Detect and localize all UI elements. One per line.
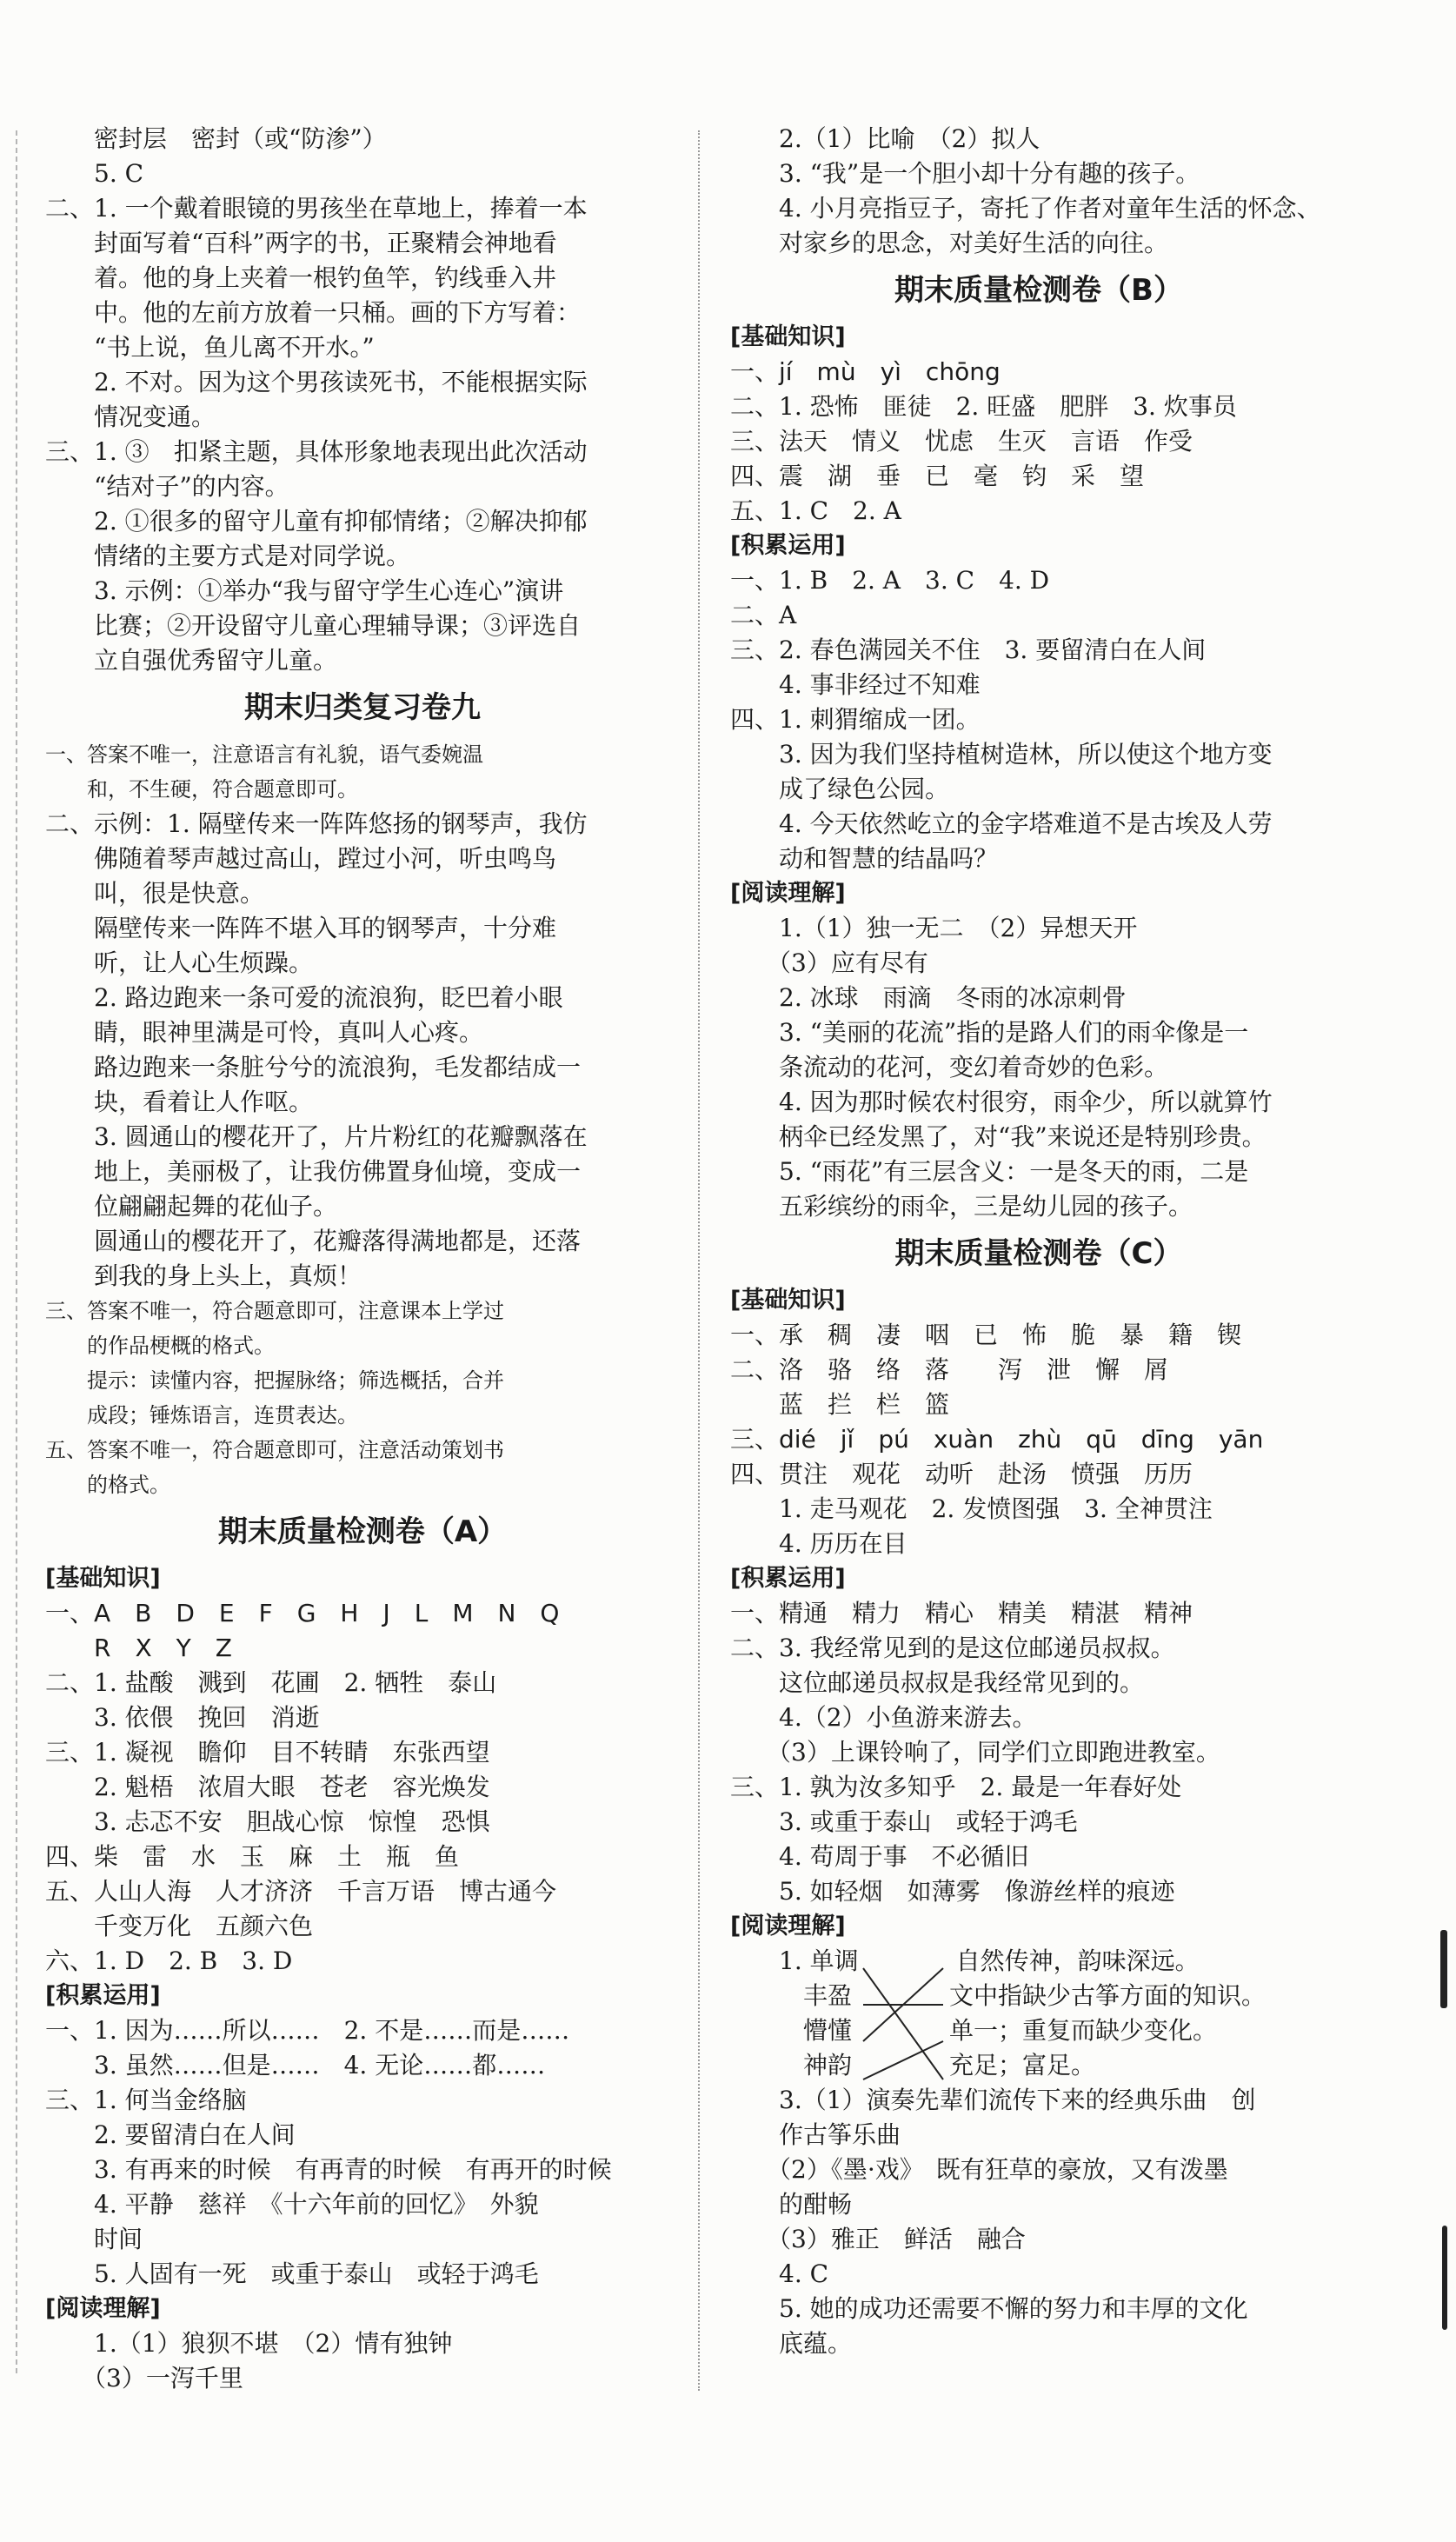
answer-line: 一、1. 因为……所以…… 2. 不是……而是…… <box>45 2016 570 2045</box>
answer-line: 二、1. 盐酸 溅到 花圃 2. 牺牲 泰山 <box>45 1668 497 1697</box>
answer-line: 丰盈 文中指缺少古筝方面的知识。 <box>730 1981 1267 2010</box>
answer-line: 情况变通。 <box>45 403 216 431</box>
section-title: 期末质量检测卷（A） <box>217 1514 508 1549</box>
answer-line: 听，让人心生烦躁。 <box>45 948 314 977</box>
subsection-header: [阅读理解] <box>730 880 846 907</box>
answer-line: 到我的身上头上，真烦！ <box>45 1261 362 1290</box>
right-column <box>730 122 1347 2361</box>
answer-line: 4. 平静 慈祥 《十六年前的回忆》 外貌 <box>45 2190 539 2219</box>
answer-line: 三、答案不唯一，符合题意即可，注意课本上学过 <box>45 1299 504 1323</box>
subsection-header: [积累运用] <box>730 1565 846 1592</box>
answer-line: 1.（1）独一无二 （2）异想天开 <box>730 914 1138 942</box>
answer-line: 3. 圆通山的樱花开了，片片粉红的花瓣飘落在 <box>45 1122 588 1151</box>
answer-line: 的作品梗概的格式。 <box>45 1334 275 1358</box>
answer-line: 六、1. D 2. B 3. D <box>45 1946 293 1975</box>
answer-line: 一、承 稠 凄 咽 已 怖 脆 暴 籍 锲 <box>730 1321 1242 1349</box>
answer-line: 动和智慧的结晶吗？ <box>730 844 999 873</box>
answer-line: 条流动的花河，变幻着奇妙的色彩。 <box>730 1053 1169 1081</box>
answer-line: 3. 依偎 挽回 消逝 <box>45 1703 320 1732</box>
answer-line: 块，看着让人作呕。 <box>45 1088 314 1116</box>
subsection-header: [阅读理解] <box>45 2295 161 2322</box>
answer-line: 作古筝乐曲 <box>730 2120 901 2149</box>
answer-line: 4. 事非经过不知难 <box>730 670 981 699</box>
answer-line: 3. 因为我们坚持植树造林，所以使这个地方变 <box>730 740 1273 769</box>
answer-line: 二、1. 恐怖 匪徒 2. 旺盛 肥胖 3. 炊事员 <box>730 392 1237 421</box>
answer-line: 5. 她的成功还需要不懈的努力和丰厚的文化 <box>730 2294 1248 2323</box>
answer-line: 3. 忐忑不安 胆战心惊 惊惶 恐惧 <box>45 1807 490 1836</box>
answer-line: （2）《墨·戏》 既有狂草的豪放，又有泼墨 <box>730 2155 1228 2184</box>
answer-line: 柄伞已经发黑了，对“我”来说还是特别珍贵。 <box>730 1122 1267 1151</box>
subsection-header: [基础知识] <box>730 323 846 350</box>
answer-line: R X Y Z <box>45 1634 232 1662</box>
answer-line: 一、jí mù yì chōng <box>730 357 1001 386</box>
left-column <box>45 122 680 2396</box>
answer-line: 隔壁传来一阵阵不堪入耳的钢琴声，十分难 <box>45 914 557 942</box>
answer-line: 5. 如轻烟 如薄雾 像游丝样的痕迹 <box>730 1877 1175 1906</box>
answer-line: 对家乡的思念，对美好生活的向往。 <box>730 229 1169 257</box>
answer-line: 4. 因为那时候农村很穷，雨伞少，所以就算竹 <box>730 1088 1273 1116</box>
answer-line: （3）应有尽有 <box>730 948 928 977</box>
answer-line: 二、A <box>730 601 797 629</box>
answer-line: 3. 或重于泰山 或轻于鸿毛 <box>730 1807 1078 1836</box>
answer-line: 的格式。 <box>45 1473 170 1497</box>
answer-line: 三、1. 孰为汝多知乎 2. 最是一年春好处 <box>730 1773 1182 1801</box>
subsection-header: [积累运用] <box>45 1982 161 2009</box>
answer-line: 一、1. B 2. A 3. C 4. D <box>730 566 1050 595</box>
answer-line: 三、1. 凝视 瞻仰 目不转睛 东张西望 <box>45 1738 490 1767</box>
answer-line: 三、2. 春色满园关不住 3. 要留清白在人间 <box>730 636 1207 664</box>
answer-line: （3）雅正 鲜活 融合 <box>730 2225 1026 2253</box>
answer-line: 地上，美丽极了，让我仿佛置身仙境，变成一 <box>45 1157 582 1186</box>
answer-line: 2. 魁梧 浓眉大眼 苍老 容光焕发 <box>45 1773 490 1801</box>
answer-line: 比赛；②开设留守儿童心理辅导课；③评选自 <box>45 611 582 640</box>
answer-line: 四、1. 刺猬缩成一团。 <box>730 705 981 734</box>
answer-line: 佛随着琴声越过高山，蹚过小河，听虫鸣鸟 <box>45 844 557 873</box>
subsection-header: [基础知识] <box>730 1287 846 1314</box>
subsection-header: [积累运用] <box>730 532 846 559</box>
match-line-4 <box>863 2041 943 2080</box>
answer-line: 和，不生硬，符合题意即可。 <box>45 777 358 802</box>
answer-line: 一、A B D E F G H J L M N Q <box>45 1599 560 1627</box>
answer-line: 时间 <box>45 2225 143 2253</box>
answer-line: 一、精通 精力 精心 精美 精湛 精神 <box>730 1599 1193 1627</box>
answer-line: 封面写着“百科”两字的书，正聚精会神地看 <box>45 229 557 257</box>
answer-line: 1. 走马观花 2. 发愤图强 3. 全神贯注 <box>730 1494 1213 1523</box>
answer-line: 4. 苟周于事 不必循旧 <box>730 1842 1029 1871</box>
answer-line: 3. 虽然……但是…… 4. 无论……都…… <box>45 2051 546 2080</box>
answer-line: 4. 历历在目 <box>730 1529 908 1558</box>
answer-line: 四、贯注 观花 动听 赴汤 愤强 历历 <box>730 1460 1193 1488</box>
answer-line: 1.（1）狼狈不堪 （2）情有独钟 <box>45 2329 453 2358</box>
answer-line: 四、柴 雷 水 玉 麻 土 瓶 鱼 <box>45 1842 460 1871</box>
answer-line: 三、1. ③ 扣紧主题，具体形象地表现出此次活动 <box>45 437 588 466</box>
answer-line: 3. 有再来的时候 有再青的时候 有再开的时候 <box>45 2155 612 2184</box>
answer-line: 五、答案不唯一，符合题意即可，注意活动策划书 <box>45 1438 504 1462</box>
answer-line: 五、1. C 2. A <box>730 496 901 525</box>
answer-line: 成了绿色公园。 <box>730 775 950 803</box>
answer-line: 千变万化 五颜六色 <box>45 1912 314 1940</box>
answer-line: 提示：读懂内容，把握脉络；筛选概括，合并 <box>45 1368 504 1393</box>
answer-line: 一、答案不唯一，注意语言有礼貌，语气委婉温 <box>45 742 483 767</box>
answer-line: 5. “雨花”有三层含义：一是冬天的雨，二是 <box>730 1157 1249 1186</box>
section-title: 期末质量检测卷（C） <box>894 1236 1183 1271</box>
answer-line: 二、1. 一个戴着眼镜的男孩坐在草地上，捧着一本 <box>45 194 588 223</box>
answer-line: 三、dié jǐ pú xuàn zhù qū dīng yān <box>730 1425 1264 1454</box>
answer-line: 情绪的主要方式是对同学说。 <box>45 542 411 570</box>
answer-line: 三、1. 何当金络脑 <box>45 2086 247 2114</box>
answer-line: 着。他的身上夹着一根钓鱼竿，钓线垂入井 <box>45 263 557 292</box>
answer-line: 底蕴。 <box>730 2329 853 2358</box>
scan-edge-mark <box>1442 2226 1447 2330</box>
answer-line: 神韵 充足；富足。 <box>730 2051 1096 2080</box>
answer-line: 5. 人固有一死 或重于泰山 或轻于鸿毛 <box>45 2259 539 2288</box>
binding-edge-rule <box>16 130 17 2373</box>
answer-line: 成段；锤炼语言，连贯表达。 <box>45 1403 358 1427</box>
answer-line: 2. 不对。因为这个男孩读死书，不能根据实际 <box>45 368 588 396</box>
answer-line: 路边跑来一条脏兮兮的流浪狗，毛发都结成一 <box>45 1053 582 1081</box>
answer-line: 4. 小月亮指豆子，寄托了作者对童年生活的怀念、 <box>730 194 1321 223</box>
answer-line: 叫，很是快意。 <box>45 879 265 908</box>
answer-line: 4.（2）小鱼游来游去。 <box>730 1703 1037 1732</box>
subsection-header: [阅读理解] <box>730 1913 846 1940</box>
answer-line: 立自强优秀留守儿童。 <box>45 646 338 675</box>
answer-line: 3. 示例：①举办“我与留守学生心连心”演讲 <box>45 576 564 605</box>
answer-line: 圆通山的樱花开了，花瓣落得满地都是，还落 <box>45 1227 582 1255</box>
answer-line: 2. 路边跑来一条可爱的流浪狗，眨巴着小眼 <box>45 983 563 1012</box>
answer-line: 3.（1）演奏先辈们流传下来的经典乐曲 创 <box>730 2086 1256 2114</box>
answer-line: 4. 今天依然屹立的金字塔难道不是古埃及人劳 <box>730 809 1273 838</box>
answer-line: 中。他的左前方放着一只桶。画的下方写着： <box>45 298 582 327</box>
answer-line: 密封层 密封（或“防渗”） <box>45 124 387 153</box>
answer-line: （3）一泻千里 <box>45 2364 243 2392</box>
match-line-1 <box>863 1968 943 2080</box>
answer-line: 五、人山人海 人才济济 千言万语 博古通今 <box>45 1877 557 1906</box>
subsection-header: [基础知识] <box>45 1565 161 1592</box>
answer-line: 3. “我”是一个胆小却十分有趣的孩子。 <box>730 159 1200 188</box>
answer-line: 二、3. 我经常见到的是这位邮递员叔叔。 <box>730 1634 1175 1662</box>
answer-line: “书上说，鱼儿离不开水。” <box>45 333 375 362</box>
answer-line: 的酣畅 <box>730 2190 853 2219</box>
answer-line: 2.（1）比喻 （2）拟人 <box>730 124 1040 153</box>
answer-line: 位翩翩起舞的花仙子。 <box>45 1192 338 1221</box>
answer-line: 2. ①很多的留守儿童有抑郁情绪；②解决抑郁 <box>45 507 588 536</box>
answer-line: 2. 冰球 雨滴 冬雨的冰凉刺骨 <box>730 983 1127 1012</box>
answer-line: 睛，眼神里满是可怜，真叫人心疼。 <box>45 1018 484 1047</box>
answer-line: 3. “美丽的花流”指的是路人们的雨伞像是一 <box>730 1018 1249 1047</box>
answer-line: 三、法天 情义 忧虑 生灭 言语 作受 <box>730 427 1193 456</box>
answer-line: “结对子”的内容。 <box>45 472 289 501</box>
answer-line: 五彩缤纷的雨伞，三是幼儿园的孩子。 <box>730 1192 1193 1221</box>
answer-line: （3）上课铃响了，同学们立即跑进教室。 <box>730 1738 1220 1767</box>
answer-line: 二、洛 骆 络 落 泻 泄 懈 屑 <box>730 1355 1169 1384</box>
answer-line: 二、示例：1. 隔壁传来一阵阵悠扬的钢琴声，我仿 <box>45 809 588 838</box>
answer-line: 这位邮递员叔叔是我经常见到的。 <box>730 1668 1145 1697</box>
section-title: 期末质量检测卷（B） <box>894 273 1183 308</box>
answer-line: 懵懂 单一；重复而缺少变化。 <box>730 2016 1218 2045</box>
answer-line: 2. 要留清白在人间 <box>45 2120 296 2149</box>
matching-lines <box>856 1956 952 2117</box>
scan-edge-mark <box>1440 1930 1447 2008</box>
answer-line: 四、震 湖 垂 已 毫 钧 采 望 <box>730 462 1145 490</box>
answer-line: 5. C <box>45 159 144 188</box>
answer-line: 4. C <box>730 2259 829 2288</box>
section-title: 期末归类复习卷九 <box>244 690 481 725</box>
answer-line: 蓝 拦 栏 篮 <box>730 1390 950 1419</box>
answer-line: 1. 单调 自然传神，韵味深远。 <box>730 1946 1200 1975</box>
column-divider <box>698 130 700 2391</box>
